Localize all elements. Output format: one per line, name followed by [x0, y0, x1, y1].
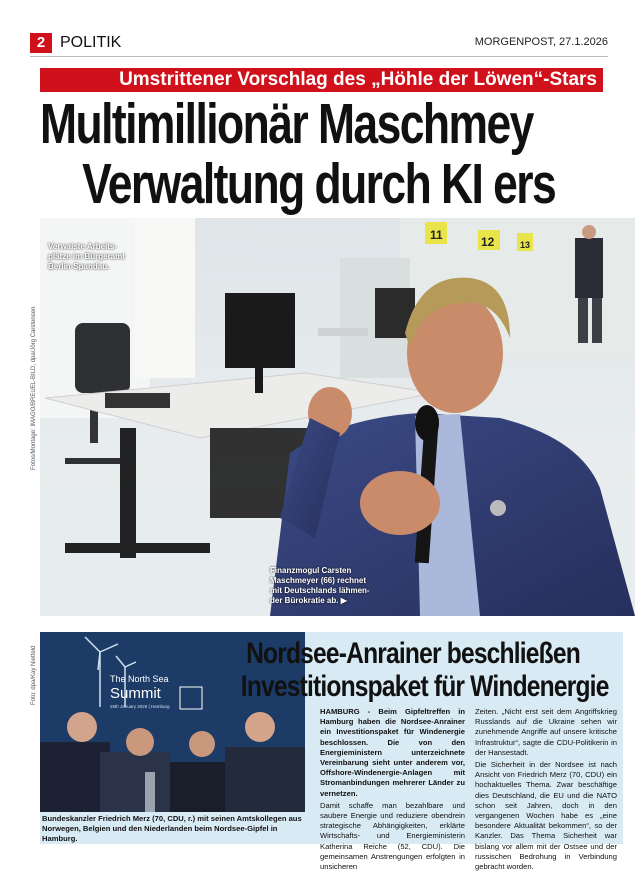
summit-photo-caption: Bundeskanzler Friedrich Merz (70, CDU, r.) mit seinen Amtskollegen aus Norwegen, Belgien und den Niederlanden beim Nordsee-Gipfel in Hamburg. — [42, 814, 302, 843]
issue-info: MORGENPOST, 27.1.2026 — [474, 36, 608, 48]
second-headline — [240, 637, 609, 703]
office-and-portrait-image — [40, 218, 635, 616]
portrait-photo-caption: Finanzmogul Carsten Maschmeyer (66) rechnet mit Deutschlands lähmen-der Bürokratie ab. ▶ — [270, 566, 370, 605]
office-photo-caption: Verwaiste Arbeits-plätze im Bürgeramt Berlin-Spandau. — [48, 242, 125, 271]
banner-line-1: The North Sea — [110, 674, 169, 684]
article-paragraph-3: Die Sicherheit in der Nordsee ist nach Ansicht von Friedrich Merz (70, CDU) ein hochaktuelles Thema. Zwar beschäftige dies Deutschland, die EU und die NATO schon seit Jahren, doch in den vergangenen Wochen habe es „eine besondere Aktualität bekommen“, so der Kanzler. Das Thema Sicherheit war bislang vor allem mit der Ostsee und der russischen Bedrohung in Verbindung gebracht worden. — [475, 760, 617, 872]
article-column-2 — [475, 707, 617, 874]
lead-photo-credit: Fotos/Montage: IMAGO/BREUEL-BILD, dpa/Jörg Carstensen — [31, 306, 37, 470]
sign-12: 12 — [481, 235, 495, 249]
article-column-1 — [320, 707, 465, 874]
page-header — [30, 33, 608, 55]
summit-photo-credit: Foto: dpa/Kay Nietfeld — [31, 645, 37, 705]
article-paragraph-1: Damit schaffe man bezahlbare und saubere Energie und reduziere obendrein strategische Abhängigkeiten, erklärte Wirtschafts- und Energieministerin Katherina Reiche (52, CDU). Die gemeinsamen Anstrengungen erfolgten in unsicheren — [320, 800, 465, 872]
lead-photo-montage — [40, 218, 635, 616]
headline-box — [40, 94, 635, 219]
sign-13: 13 — [520, 240, 531, 250]
sign-11: 11 — [430, 228, 443, 242]
headline-line-2: Verwaltung durch KI ers — [82, 152, 556, 216]
headline-line-1: Multimillionär Maschmey — [40, 94, 533, 156]
banner-date: 26th January 2026 | Hamburg — [110, 704, 170, 709]
section-label: POLITIK — [60, 34, 122, 51]
header-rule — [30, 56, 608, 57]
page-number: 2 — [30, 33, 52, 53]
headline — [40, 94, 556, 216]
second-headline-line-1: Nordsee-Anrainer beschließen — [246, 637, 580, 670]
article-lead: HAMBURG - Beim Gipfeltreffen in Hamburg haben die Nordsee-Anrainer ein Investitionspaket für Windenergie beschlossen. Die von den Energieministern unterzeichnete Vereinbarung sieht unter anderem vor, Offshore-Windenergie-Anlagen mit Stromanbindungen mehrerer Länder zu vernetzen. — [320, 707, 465, 798]
kicker-banner: Umstrittener Vorschlag des „Höhle der Löwen“-Stars — [40, 68, 603, 92]
article-paragraph-2: Zeiten. „Nicht erst seit dem Angriffskrieg Russlands auf die Ukraine sehen wir zunehmende Angriffe auf unsere kritische Infrastruktur“, sagte die CDU-Politikerin in der Hansestadt. — [475, 707, 617, 757]
banner-line-2: Summit — [110, 685, 161, 702]
second-headline-line-2: Investitionspaket für Windenergie — [240, 670, 609, 703]
